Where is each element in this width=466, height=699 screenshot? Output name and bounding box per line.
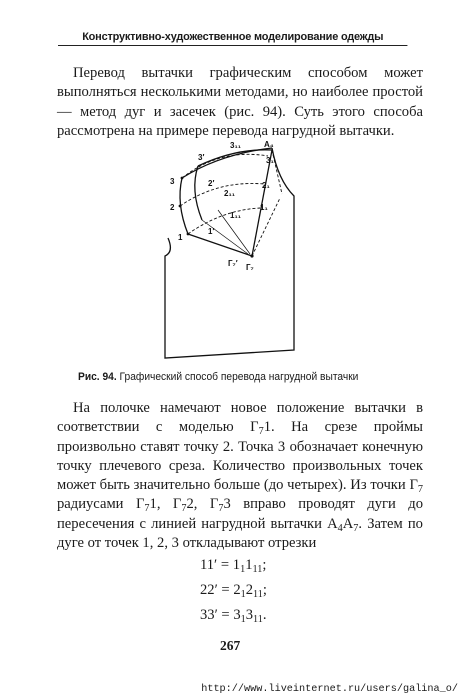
label-g7prime: Г₇′ [228, 259, 238, 268]
formula-3: $33' = 3_13_{11}$. [200, 607, 267, 625]
label-1: 1 [178, 233, 183, 242]
arc-2 [180, 183, 264, 206]
figure-caption [78, 371, 376, 383]
formula-2: $22' = 2_12_{11}$; [200, 582, 267, 600]
page-header [58, 31, 407, 46]
armhole-new [195, 166, 202, 220]
label-1prime: 1′ [208, 227, 215, 236]
label-3: 3 [170, 177, 175, 186]
formula-1: $11' = 1_11_{11}$; [200, 557, 267, 575]
label-g7: Г₇ [246, 263, 254, 272]
watermark-url: http://www.liveinternet.ru/users/galina_o/ [201, 684, 458, 695]
label-1-11: 1₁₁ [230, 211, 242, 220]
page-number: 267 [220, 638, 241, 653]
label-3-1: 3₁ [266, 156, 274, 165]
label-2prime: 2′ [208, 179, 215, 188]
label-2-11: 2₁₁ [224, 189, 236, 198]
label-2-1: 2₁ [262, 181, 270, 190]
label-3prime: 3′ [198, 153, 205, 162]
label-3-11: 3₁₁ [230, 141, 242, 150]
label-1-1: 1₁ [260, 203, 268, 212]
caption-number: Рис. 94. [78, 371, 117, 383]
label-2: 2 [170, 203, 175, 212]
dart-line-new [188, 234, 252, 256]
bodice-outline [165, 148, 294, 358]
caption-text: Графический способ перевода нагрудной вытачки [119, 371, 359, 383]
header-title: Конструктивно-художественное моделирование одежды [82, 31, 384, 43]
figure-dart-transfer [160, 138, 300, 363]
dart-transfer-diagram [160, 138, 300, 363]
paragraph-method: На полочке намечают новое положение вытачки в соответствии с моделью $Г_71$. На срезе проймы произвольно ставят точку 2. Точка 3 обозначает конечную точку плечевого среза. Количество произвольных точек может быть значительно больше (до четырех). Из точки $Г_7$ радиусами $Г_71$, $Г_72$, $Г_73$ вправо проводят дуги до пересечения с линией нагрудной вытачки $А_4А_7$. Затем по дуге от точек 1, 2, 3 откладывают отрезки [57, 400, 424, 552]
label-a4: A₄ [264, 140, 274, 149]
paragraph-intro: Перевод вытачки графическим способом может выполняться несколькими методами, но наиболее простой — метод дуг и засечек (рис. 94). Суть этого способа рассмотрена на примере перевода нагрудной вытачки. [57, 65, 423, 139]
